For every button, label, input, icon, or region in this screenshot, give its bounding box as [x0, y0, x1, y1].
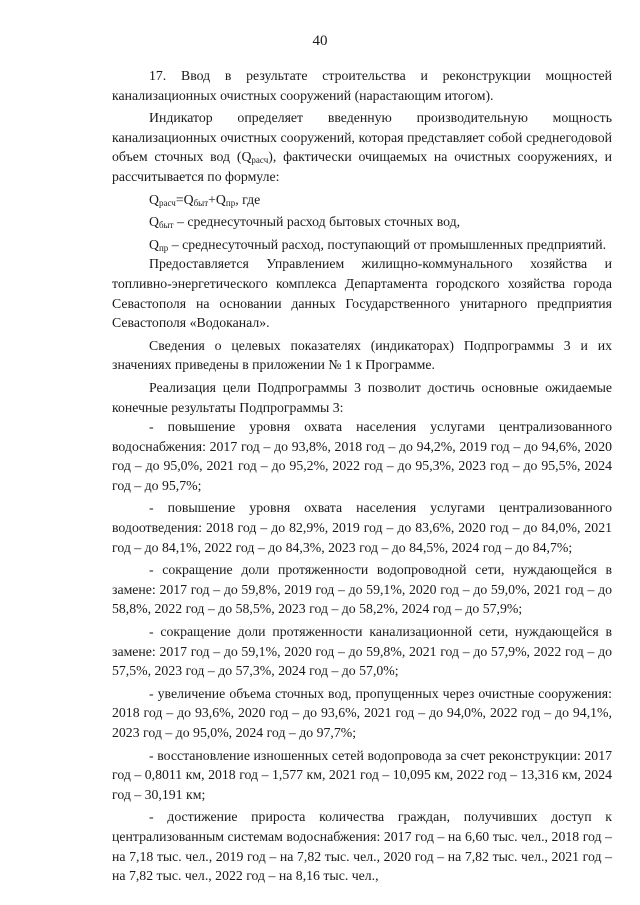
legend-q-pr: Q [149, 236, 159, 252]
definition-text-end: ), фактически очищаемых на очистных сооружениях, и рассчитывается по формуле: [112, 149, 612, 184]
result-citizens-access: - достижение прироста количества граждан, получивших доступ к централизованным системам водоснабжения: 2017 год – на 6,60 тыс. чел., 2018 год – на 7,18 тыс. чел., 2019 год – на 7,82 тыс. чел., 2020 год – на 7,82 тыс. чел., 2021 год – на 7,82 тыс. чел., 2022 год – на 8,16 тыс. чел., [112, 809, 612, 884]
result-water-supply-coverage: - повышение уровня охвата населения услугами централизованного водоснабжения: 2017 год – до 93,8%, 2018 год – до 94,2%, 2019 год – до 94,6%, 2020 год – до 95,0%, 2021 год – до 95,2%, 2022 год – до 95,3%, 2023 год – до 95,5%, 2024 год – до 95,7%; [112, 419, 612, 493]
paragraph-indicator-title: 17. Ввод в результате строительства и реконструкции мощностей канализационных очистных сооружений (нарастающим итогом). [112, 68, 612, 103]
formula-line [112, 190, 612, 210]
result-network-restoration: - восстановление изношенных сетей водопровода за счет реконструкции: 2017 год – 0,8011 км, 2018 год – 1,577 км, 2021 год – 10,095 км, 2022 год – 13,316 км, 2024 год – 30,191 км; [112, 747, 612, 802]
result-water-network-replacement: - сокращение доли протяженности водопроводной сети, нуждающейся в замене: 2017 год – до 59,8%, 2019 год – до 59,1%, 2020 год – до 59,0%, 2021 год – до 58,8%, 2022 год – до 58,5%, 2023 год – до 58,2%, 2024 год – до 57,9%; [112, 562, 612, 617]
formula-plus-q: +Q [208, 191, 226, 207]
legend-pr-text: – среднесуточный расход, поступающий от промышленных предприятий. [168, 236, 607, 252]
page-number: 40 [312, 33, 328, 49]
paragraph-indicator-definition [112, 108, 612, 186]
paragraph-provided-by: Предоставляется Управлением жилищно-коммунального хозяйства и топливно-энергетического комплекса Департамента городского хозяйства города Севастополя на основании данных Государственного унитарного предприятия Севастополя «Водоканал». [112, 256, 612, 331]
paragraph-expected-results: Реализация цели Подпрограммы 3 позволит достичь основные ожидаемые конечные результаты Подпрограммы 3: [112, 379, 612, 415]
legend-pr-subscript: пр [158, 242, 169, 253]
paragraph-indicators-info: Сведения о целевых показателях (индикаторах) Подпрограммы 3 и их значениях приведены в приложении № 1 к Программе. [112, 337, 612, 373]
formula-eq-q: =Q [175, 191, 194, 207]
q-calc-subscript: расч [251, 155, 269, 166]
result-sewer-network-replacement: - сокращение доли протяженности канализационной сети, нуждающейся в замене: 2017 год – до 59,1%, 2020 год – до 59,8%, 2021 год – до 57,9%, 2022 год – до 57,5%, 2023 год – до 57,3%, 2024 год – до 57,0%; [112, 624, 612, 679]
formula-q-calc: Q [149, 191, 159, 207]
formula-where: , где [235, 191, 261, 207]
page-body [112, 66, 612, 886]
formula-legend-pr [112, 235, 612, 255]
formula-byt-subscript: быт [193, 197, 209, 208]
formula-legend-byt [112, 212, 612, 232]
result-wastewater-treatment: - увеличение объема сточных вод, пропущенных через очистные сооружения: 2018 год – до 93,6%, 2020 год – до 93,6%, 2021 год – до 94,0%, 2022 год – до 94,1%, 2023 год – до 95,0%, 2024 год – до 97,7%; [112, 685, 612, 740]
legend-byt-text: – среднесуточный расход бытовых сточных вод, [173, 214, 461, 230]
legend-q-byt: Q [149, 214, 159, 230]
result-sewerage-coverage: - повышение уровня охвата населения услугами централизованного водоотведения: 2018 год – до 82,9%, 2019 год – до 83,6%, 2020 год – до 84,0%, 2021 год – до 84,1%, 2022 год – до 84,3%, 2023 год – до 84,5%, 2024 год – до 84,7%; [112, 500, 612, 555]
definition-text-start: Индикатор определяет введенную производительную мощность канализационных очистных сооружений, которая представляет собой среднегодовой объем сточных вод (Q [112, 110, 612, 165]
legend-byt-subscript: быт [158, 220, 174, 231]
formula-calc-subscript: расч [158, 197, 176, 208]
formula-pr-subscript: пр [225, 197, 236, 208]
